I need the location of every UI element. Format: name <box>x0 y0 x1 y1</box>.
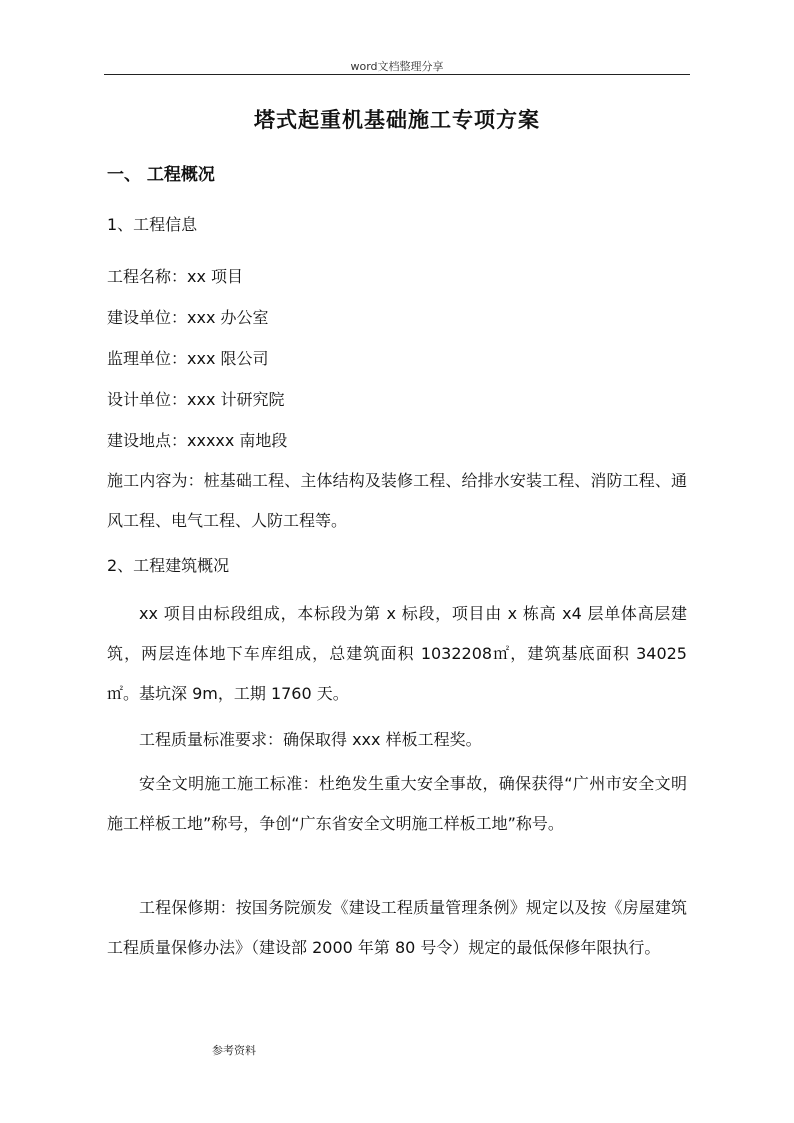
paragraph-safety-standard: 安全文明施工施工标准：杜绝发生重大安全事故，确保获得“广州市安全文明施工样板工地”称号，争创“广东省安全文明施工样板工地”称号。 <box>107 774 687 833</box>
section-heading-overview: 一、 工程概况 <box>107 165 215 185</box>
paragraph-warranty: 工程保修期：按国务院颁发《建设工程质量管理条例》规定以及按《房屋建筑工程质量保修办法》（建设部 2000 年第 80 号令）规定的最低保修年限执行。 <box>107 898 687 957</box>
info-line-location: 建设地点：xxxxx 南地段 <box>107 431 288 450</box>
info-line-owner: 建设单位：xxx 办公室 <box>107 308 269 327</box>
info-line-designer: 设计单位：xxx 计研究院 <box>107 390 285 409</box>
paragraph-quality-standard: 工程质量标准要求：确保取得 xxx 样板工程奖。 <box>139 730 482 749</box>
construction-content-paragraph: 施工内容为：桩基础工程、主体结构及装修工程、给排水安装工程、消防工程、通风工程、电气工程、人防工程等。 <box>107 471 687 530</box>
subsection-heading-building-overview: 2、工程建筑概况 <box>107 556 230 575</box>
info-line-supervisor: 监理单位：xxx 限公司 <box>107 349 269 368</box>
document-title: 塔式起重机基础施工专项方案 <box>254 107 540 132</box>
header-text: word文档整理分享 <box>350 60 444 73</box>
info-line-project-name: 工程名称：xx 项目 <box>107 267 244 286</box>
page-footer-text: 参考资料 <box>212 1044 256 1057</box>
header-divider <box>104 74 690 75</box>
paragraph-project-scale: xx 项目由标段组成，本标段为第 x 标段，项目由 x 栋高 x4 层单体高层建筑，两层连体地下车库组成，总建筑面积 1032208㎡，建筑基底面积 34025㎡。基坑深 9m，工期 1760 天。 <box>107 604 687 703</box>
subsection-heading-project-info: 1、工程信息 <box>107 215 198 234</box>
